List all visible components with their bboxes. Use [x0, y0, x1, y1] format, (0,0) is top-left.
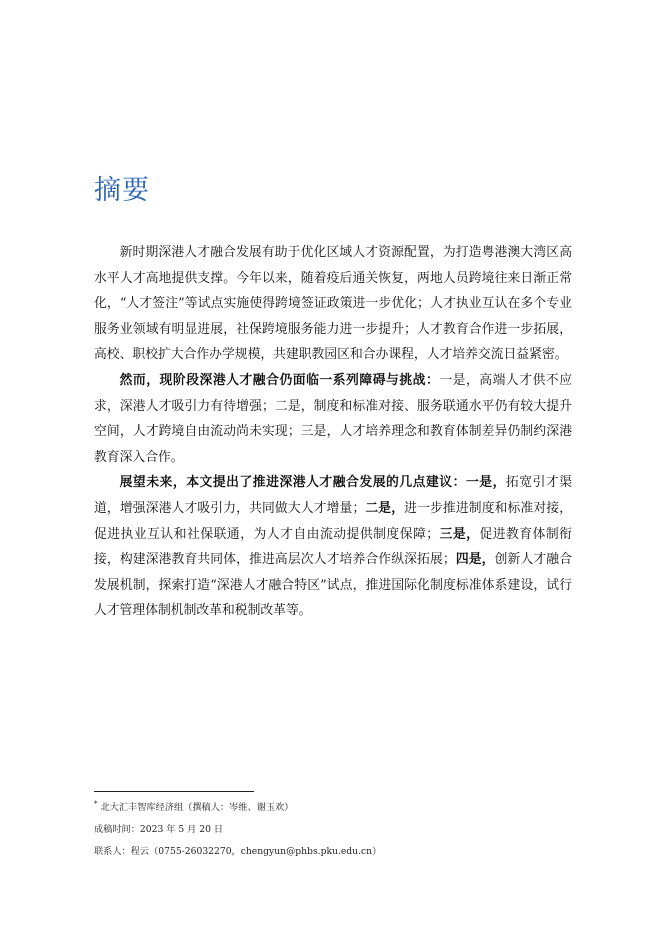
paragraph-current-progress: [94, 240, 572, 368]
paragraph-challenges: [94, 368, 572, 470]
footnote-contact: 联系人：程云（0755-26032270，chengyun@phbs.pku.edu.cn）: [94, 846, 382, 857]
footnotes: [94, 797, 572, 863]
recommendation-marker-1: 一是，: [465, 475, 506, 491]
footnote-divider: [94, 791, 254, 792]
recommendation-text-3: 促进教育体制衔接，构建深港教育共同体，推进高层次人才培养合作纵深拓展；: [94, 526, 573, 568]
footnote-author-text: 北大汇丰智库经济组（撰稿人：岑维、谢玉欢）: [100, 802, 294, 813]
footnote-author: [94, 797, 572, 819]
footnote-marker: *: [94, 799, 98, 808]
challenges-text: 一是，高端人才供不应求，深港人才吸引力有待增强；二是，制度和标准对接、服务联通水平仍有较大提升空间，人才跨境自由流动尚未实现；三是，人才培养理念和教育体制差异仍制约深港教育深入合作。: [94, 372, 573, 465]
recommendation-marker-4: 四是，: [455, 552, 495, 568]
paragraph-text: 新时期深港人才融合发展有助于优化区域人才资源配置，为打造粤港澳大湾区高水平人才高地提供支撑。今年以来，随着疫后通关恢复，两地人员跨境往来日渐正常化，“人才签注”等试点实施使得跨境签证政策进一步优化；人才执业互认在多个专业服务业领域有明显进展，社保跨境服务能力进一步提升；人才教育合作进一步拓展，高校、职校扩大合作办学规模，共建职教园区和合办课程，人才培养交流日益紧密。: [94, 245, 572, 363]
recommendation-text-4: 创新人才融合发展机制，探索打造“深港人才融合特区”试点，推进国际化制度标准体系建设，试行人才管理体制机制改革和税制改革等。: [94, 552, 573, 619]
recommendation-text-1: 拓宽引才渠道，增强深港人才吸引力，共同做大人才增量；: [94, 475, 573, 516]
paragraph-recommendations: [94, 470, 572, 624]
recommendations-lead: 展望未来，本文提出了推进深港人才融合发展的几点建议：: [119, 475, 466, 491]
recommendation-marker-3: 三是，: [439, 526, 480, 542]
recommendation-marker-2: 二是，: [365, 500, 405, 516]
challenges-lead: 然而，现阶段深港人才融合仍面临一系列障碍与挑战：: [119, 372, 440, 388]
recommendation-text-2: 进一步推进制度和标准对接，促进执业互认和社保联通，为人才自由流动提供制度保障；: [94, 500, 573, 542]
footnote-date: 成稿时间：2023 年 5 月 20 日: [94, 824, 224, 835]
abstract-title: 摘要: [94, 175, 150, 206]
abstract-body: [94, 240, 572, 624]
